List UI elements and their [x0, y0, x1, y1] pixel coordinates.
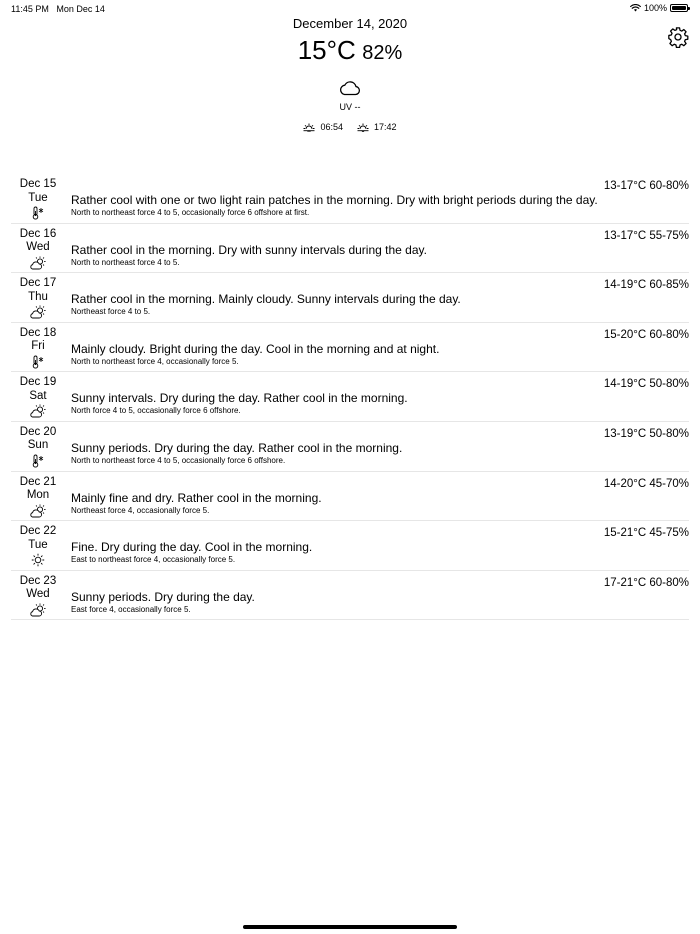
forecast-details — [71, 590, 689, 615]
forecast-details — [71, 540, 689, 565]
forecast-wind: North to northeast force 4, occasionally force 5. — [71, 356, 239, 366]
forecast-weekday: Mon — [26, 489, 50, 502]
sun-behind-cloud-icon — [11, 256, 65, 270]
forecast-details — [71, 491, 689, 516]
forecast-description: Mainly fine and dry. Rather cool in the morning. — [71, 490, 322, 505]
sun-icon — [11, 553, 65, 567]
battery-fill — [672, 6, 686, 10]
forecast-temp-humidity: 13-17°C 55-75% — [603, 229, 689, 242]
forecast-day — [11, 178, 65, 220]
forecast-temp-humidity: 13-17°C 60-80% — [603, 180, 689, 192]
forecast-wind: North force 4 to 5, occasionally force 6 offshore. — [71, 406, 241, 416]
forecast-row[interactable] — [11, 422, 689, 472]
sun-behind-cloud-icon — [11, 305, 65, 319]
forecast-weekday: Fri — [31, 340, 45, 353]
forecast-day — [11, 277, 65, 319]
forecast-day — [11, 476, 65, 518]
forecast-details — [71, 342, 689, 367]
forecast-description: Sunny intervals. Dry during the day. Rather cool in the morning. — [71, 391, 408, 406]
forecast-description: Rather cool with one or two light rain patches in the morning. Dry with bright periods during the day. — [71, 193, 598, 207]
forecast-day — [11, 575, 65, 617]
forecast-details — [71, 391, 689, 416]
sun-behind-cloud-icon — [11, 504, 65, 518]
thermometer-cold-icon — [11, 355, 65, 369]
sunrise-time: 06:54 — [320, 122, 343, 132]
sun-times — [0, 122, 700, 132]
forecast-description: Sunny periods. Dry during the day. — [71, 589, 255, 604]
thermometer-cold-icon — [11, 206, 65, 220]
thermometer-cold-icon — [11, 454, 65, 468]
forecast-wind: East to northeast force 4, occasionally force 5. — [71, 555, 236, 565]
forecast-date: Dec 17 — [19, 277, 57, 290]
sunset-icon — [357, 122, 369, 132]
forecast-wind: North to northeast force 4 to 5. — [71, 257, 180, 267]
forecast-row[interactable] — [11, 571, 689, 621]
status-date: Mon Dec 14 — [56, 4, 105, 14]
forecast-description: Rather cool in the morning. Dry with sunny intervals during the day. — [71, 242, 427, 257]
forecast-weekday: Wed — [26, 241, 50, 254]
forecast-row[interactable] — [11, 174, 689, 224]
forecast-wind: North to northeast force 4 to 5, occasionally force 6 offshore at first. — [71, 208, 310, 217]
forecast-temp-humidity: 13-19°C 50-80% — [603, 427, 689, 440]
current-conditions — [0, 14, 700, 132]
forecast-date: Dec 15 — [19, 178, 57, 190]
forecast-weekday: Sun — [27, 439, 49, 452]
sun-behind-cloud-icon — [11, 603, 65, 617]
uv-index: UV -- — [339, 102, 361, 112]
forecast-wind: North to northeast force 4 to 5, occasionally force 6 offshore. — [71, 455, 286, 465]
forecast-details — [71, 441, 689, 466]
forecast-details — [71, 292, 689, 317]
forecast-weekday: Tue — [28, 191, 48, 204]
forecast-temp-humidity: 14-20°C 45-70% — [603, 477, 689, 490]
forecast-row[interactable] — [11, 372, 689, 422]
forecast-day — [11, 426, 65, 468]
forecast-temp-humidity: 14-19°C 50-80% — [603, 378, 689, 391]
cloud-icon — [338, 80, 362, 96]
forecast-date: Dec 23 — [19, 574, 57, 587]
forecast-temp-humidity: 15-21°C 45-75% — [603, 527, 689, 540]
gear-icon[interactable] — [667, 26, 689, 48]
forecast-description: Mainly cloudy. Bright during the day. Cool in the morning and at night. — [71, 341, 440, 356]
forecast-row[interactable] — [11, 273, 689, 323]
forecast-day — [11, 327, 65, 369]
forecast-weekday: Wed — [26, 588, 50, 601]
forecast-row[interactable] — [11, 323, 689, 373]
forecast-row[interactable] — [11, 224, 689, 274]
forecast-list[interactable] — [11, 174, 689, 620]
forecast-temp-humidity: 17-21°C 60-80% — [603, 576, 689, 589]
forecast-temp-humidity: 14-19°C 60-85% — [603, 279, 689, 292]
forecast-date: Dec 20 — [19, 425, 57, 438]
forecast-temp-humidity: 15-20°C 60-80% — [603, 328, 689, 341]
battery-icon — [670, 4, 688, 12]
battery-percent: 100% — [643, 3, 667, 13]
status-time: 11:45 PM — [11, 4, 49, 14]
forecast-wind: Northeast force 4, occasionally force 5. — [71, 505, 210, 515]
sunset — [357, 122, 397, 132]
forecast-wind: East force 4, occasionally force 5. — [71, 604, 191, 614]
current-temperature: 15°C — [297, 35, 356, 65]
forecast-description: Rather cool in the morning. Mainly cloudy. Sunny intervals during the day. — [71, 292, 461, 307]
sun-behind-cloud-icon — [11, 404, 65, 418]
current-temp-row — [0, 35, 700, 70]
forecast-day — [11, 228, 65, 270]
forecast-row[interactable] — [11, 472, 689, 522]
forecast-date: Dec 19 — [19, 376, 57, 389]
sunset-time: 17:42 — [374, 122, 397, 132]
status-right — [630, 3, 688, 13]
forecast-weekday: Thu — [28, 290, 48, 303]
forecast-details — [71, 193, 689, 218]
forecast-day — [11, 376, 65, 418]
sunrise — [303, 122, 343, 132]
forecast-wind: Northeast force 4 to 5. — [71, 307, 151, 317]
home-indicator[interactable] — [243, 925, 457, 929]
forecast-weekday: Sat — [29, 389, 47, 402]
forecast-date: Dec 22 — [19, 525, 57, 538]
forecast-description: Fine. Dry during the day. Cool in the morning. — [71, 540, 313, 555]
sunrise-icon — [303, 122, 315, 132]
status-time-date — [11, 4, 105, 14]
forecast-description: Sunny periods. Dry during the day. Rather cool in the morning. — [71, 440, 403, 455]
forecast-row[interactable] — [11, 521, 689, 571]
forecast-day — [11, 525, 65, 567]
forecast-details — [71, 243, 689, 268]
current-date: December 14, 2020 — [292, 16, 408, 31]
wifi-icon — [630, 4, 641, 12]
forecast-weekday: Tue — [28, 538, 48, 551]
forecast-date: Dec 21 — [19, 475, 57, 488]
forecast-date: Dec 18 — [19, 326, 57, 339]
forecast-date: Dec 16 — [19, 227, 57, 240]
current-humidity: 82% — [362, 42, 403, 64]
